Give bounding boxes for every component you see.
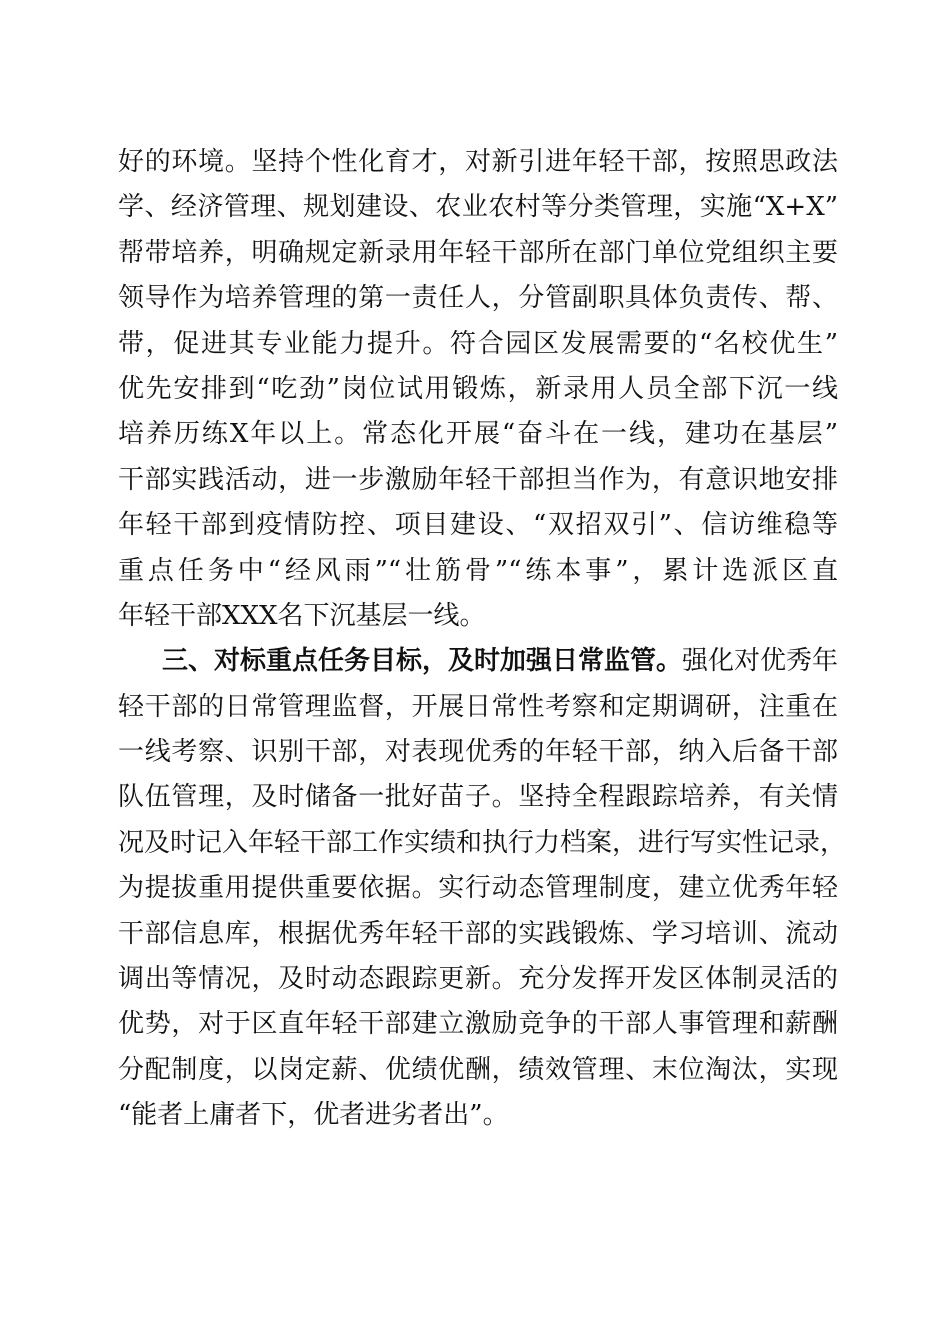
text-line: 优势，对于区直年轻干部建立激励竞争的干部人事管理和薪酬 [118, 1009, 838, 1040]
text-line [118, 639, 838, 684]
text-line: 干部实践活动，进一步激励年轻干部担当作为，有意识地安排 [118, 464, 838, 495]
document-body [118, 140, 847, 1139]
text-line: 带，促进其专业能力提升。符合园区发展需要的“名校优生” [118, 328, 838, 359]
text-line: 干部信息库，根据优秀年轻干部的实践锻炼、学习培训、流动 [118, 918, 838, 949]
section-heading: 三、对标重点任务目标，及时加强日常监管。 [162, 646, 683, 677]
text-line: 学、经济管理、规划建设、农业农村等分类管理，实施“X+X” [118, 192, 838, 223]
text-line: 队伍管理，及时储备一批好苗子。坚持全程跟踪培养，有关情 [118, 782, 838, 813]
text-line: 为提拔重用提供重要依据。实行动态管理制度，建立优秀年轻 [118, 873, 838, 904]
text-line: 分配制度，以岗定薪、优绩优酬，绩效管理、末位淘汰，实现 [118, 1054, 838, 1085]
text-line: 调出等情况，及时动态跟踪更新。充分发挥开发区体制灵活的 [118, 964, 838, 995]
text-line: 年轻干部到疫情防控、项目建设、“双招双引”、信访维稳等 [118, 510, 838, 541]
text-line: 帮带培养，明确规定新录用年轻干部所在部门单位党组织主要 [118, 237, 838, 268]
text-line: 好的环境。坚持个性化育才，对新引进年轻干部，按照思政法 [118, 147, 838, 177]
text-line: 况及时记入年轻干部工作实绩和执行力档案，进行写实性记录， [118, 827, 847, 858]
text-line: 优先安排到“吃劲”岗位试用锻炼，新录用人员全部下沉一线 [118, 373, 838, 404]
text-run: 强化对优秀年 [682, 646, 839, 677]
paragraph-2 [118, 639, 847, 1138]
text-line: 重点任务中“经风雨”“壮筋骨”“练本事”，累计选派区直 [118, 555, 838, 586]
text-line: 一线考察、识别干部，对表现优秀的年轻干部，纳入后备干部 [118, 737, 838, 768]
text-line: 领导作为培养管理的第一责任人，分管副职具体负责传、帮、 [118, 283, 838, 314]
text-line: 培养历练X年以上。常态化开展“奋斗在一线，建功在基层” [118, 419, 838, 450]
text-line: 年轻干部XXX名下沉基层一线。 [118, 600, 486, 631]
text-line: 轻干部的日常管理监督，开展日常性考察和定期调研，注重在 [118, 691, 838, 722]
paragraph-1 [118, 140, 838, 639]
text-line: “能者上庸者下，优者进劣者出”。 [118, 1100, 509, 1131]
